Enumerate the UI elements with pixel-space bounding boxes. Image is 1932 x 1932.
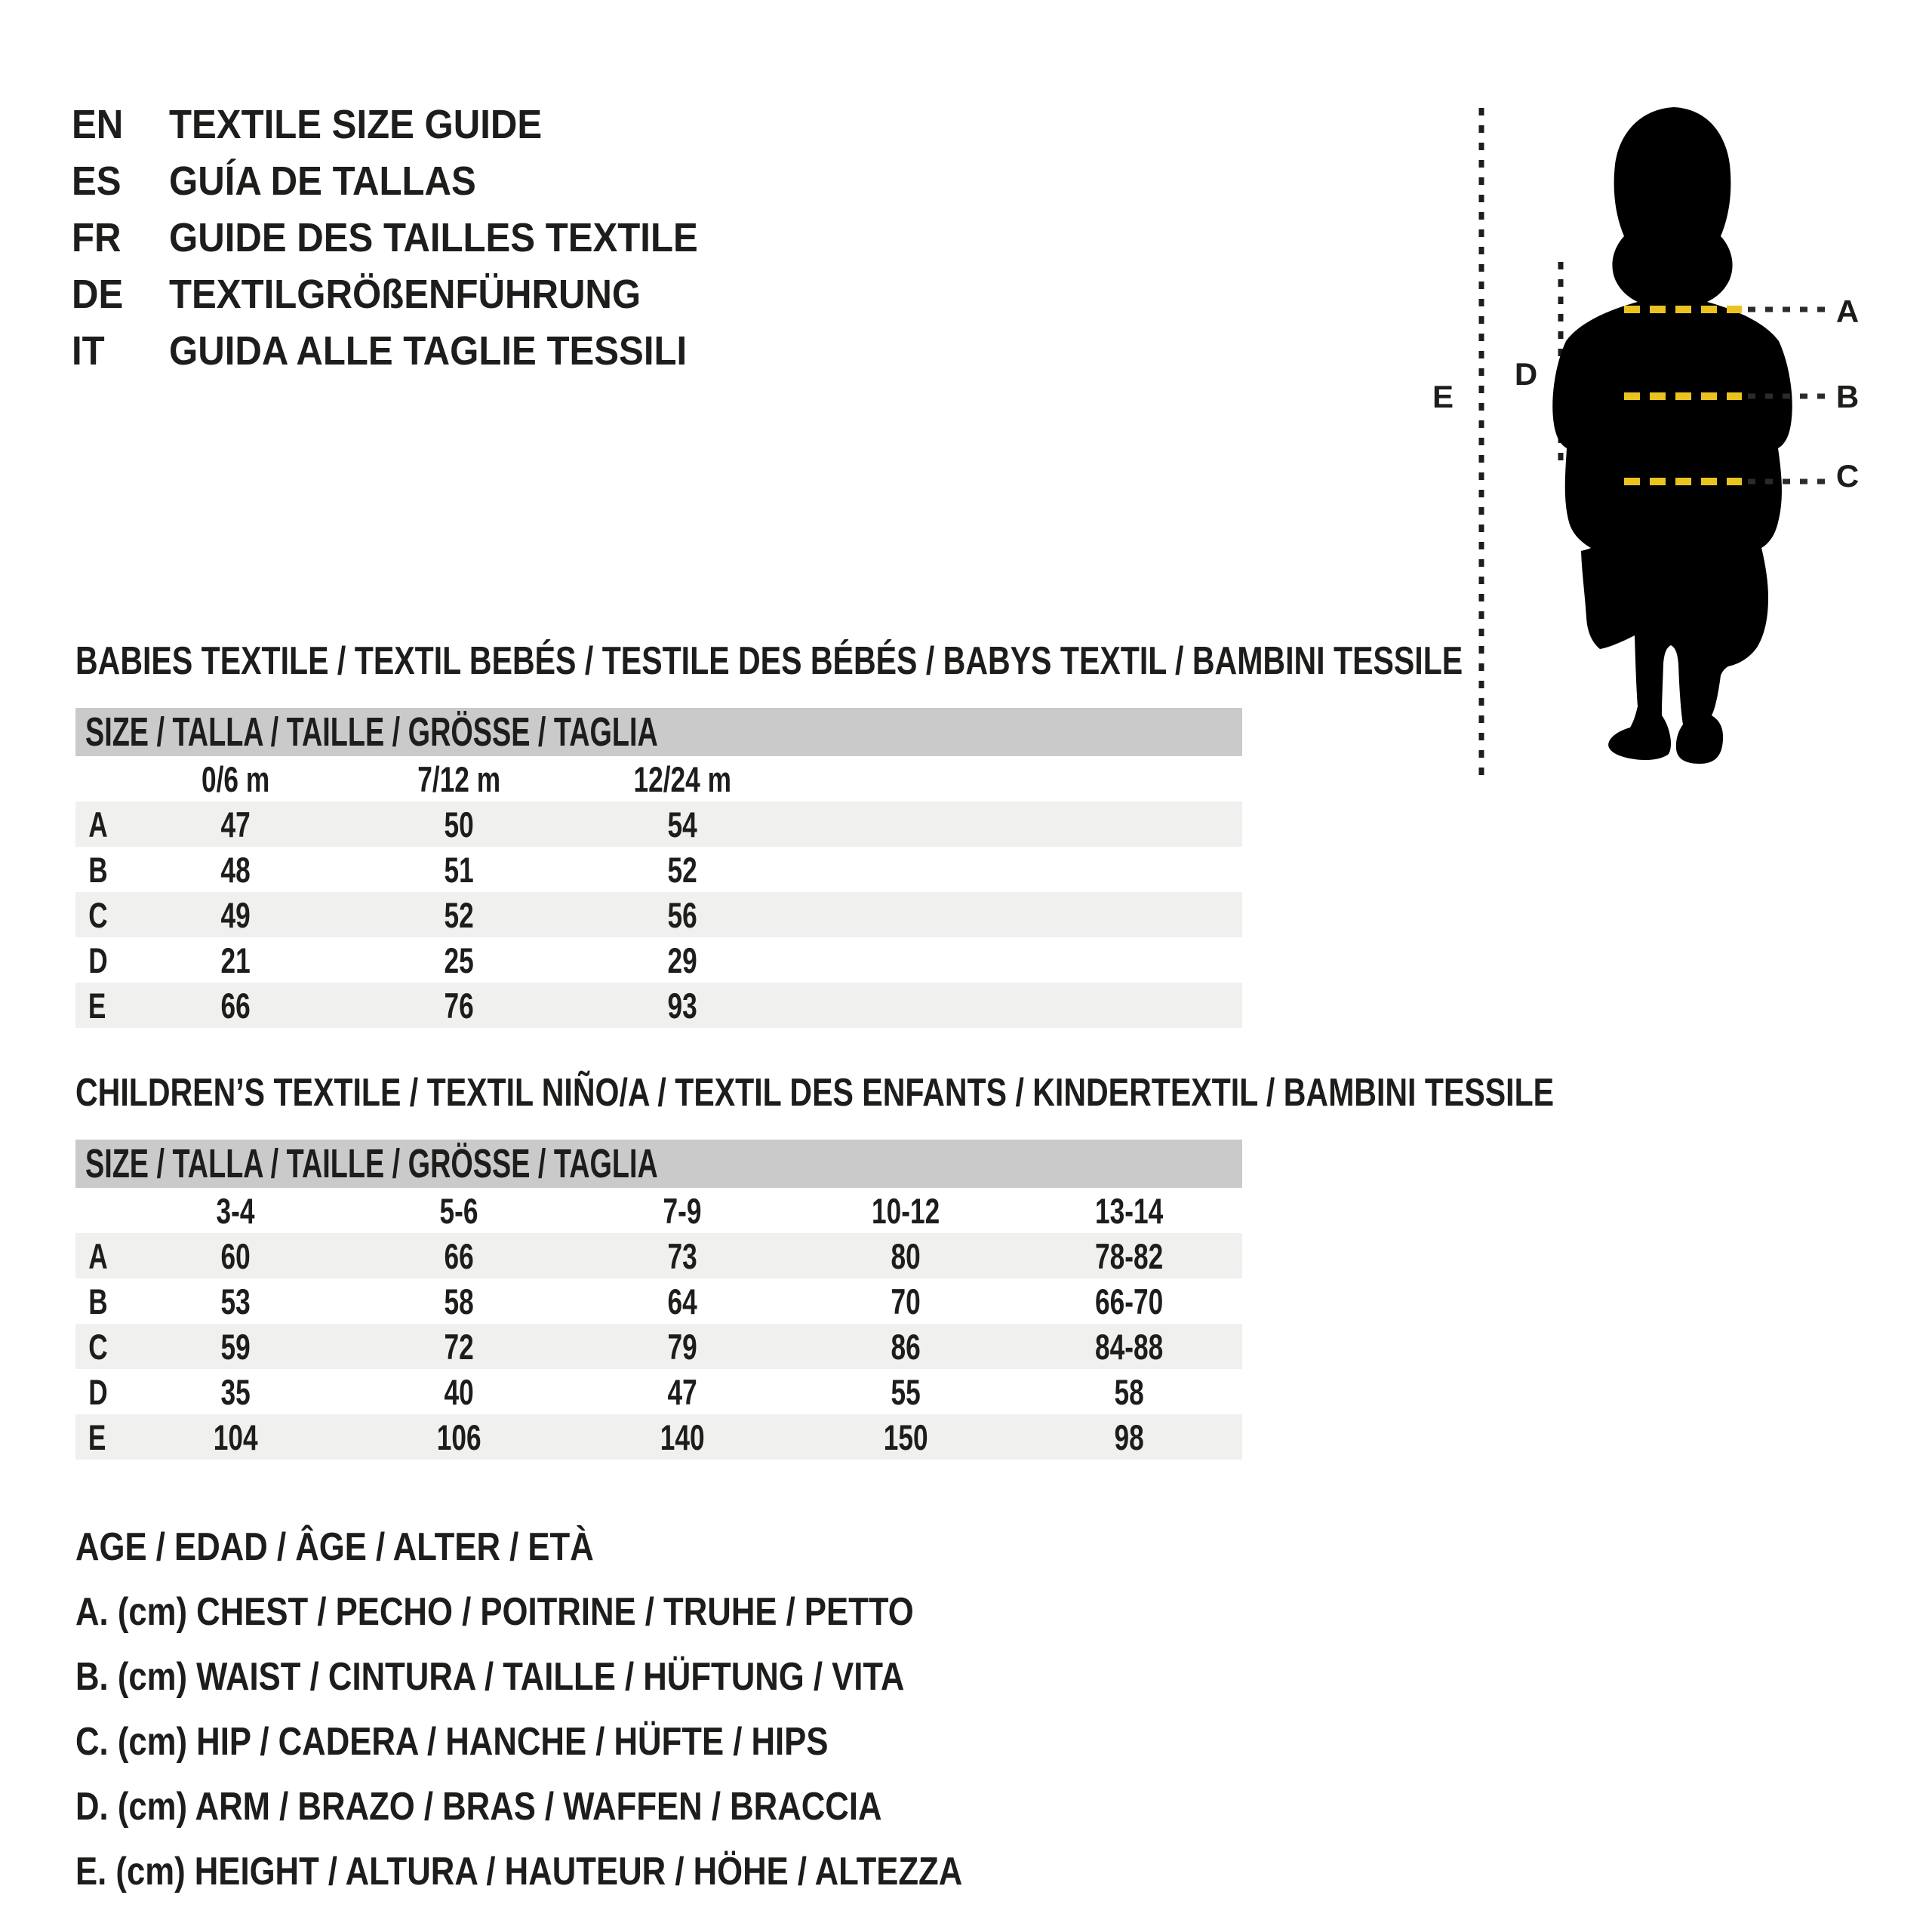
column-header bbox=[1017, 1190, 1241, 1232]
language-code bbox=[72, 101, 169, 148]
row-label-text: A bbox=[88, 804, 108, 844]
size-header-text: SIZE / TALLA / TAILLE / GRÖSSE / TAGLIA bbox=[85, 1141, 658, 1186]
row-label-text: B bbox=[88, 1281, 108, 1321]
column-header bbox=[347, 758, 571, 800]
cell-value: 50 bbox=[444, 804, 474, 844]
row-label bbox=[75, 940, 124, 981]
table-cell bbox=[794, 1281, 1017, 1322]
row-label bbox=[75, 804, 124, 845]
cell-value: 55 bbox=[891, 1371, 921, 1412]
column-header-text: 10-12 bbox=[871, 1190, 940, 1231]
cell-value: 98 bbox=[1114, 1417, 1144, 1457]
table-cell bbox=[124, 1326, 347, 1367]
legend-height-line bbox=[75, 1839, 1131, 1904]
table-cell bbox=[571, 894, 794, 936]
language-row-fr bbox=[72, 209, 750, 266]
cell-value: 56 bbox=[667, 894, 697, 935]
cell-value: 104 bbox=[213, 1417, 258, 1457]
measurement-diagram bbox=[1419, 60, 1932, 815]
row-label-text: D bbox=[88, 940, 108, 980]
legend-chest-text: A. (cm) CHEST / PECHO / POITRINE / TRUHE / PETTO bbox=[75, 1590, 914, 1634]
guide-title-de: TEXTILGRÖßENFÜHRUNG bbox=[169, 271, 641, 317]
row-label bbox=[75, 985, 124, 1026]
cell-value: 79 bbox=[667, 1326, 697, 1367]
babies-section-title-text: BABIES TEXTILE / TEXTIL BEBÉS / TESTILE DES BÉBÉS / BABYS TEXTIL / BAMBINI TESSILE bbox=[75, 639, 1463, 683]
cell-value: 58 bbox=[444, 1281, 474, 1321]
table-cell bbox=[1017, 1417, 1241, 1458]
table-cell bbox=[571, 849, 794, 891]
language-row-de bbox=[72, 266, 750, 322]
table-cell bbox=[794, 1326, 1017, 1367]
cell-value: 80 bbox=[891, 1235, 921, 1276]
cell-value: 78-82 bbox=[1094, 1235, 1164, 1276]
cell-value: 49 bbox=[220, 894, 251, 935]
table-cell bbox=[347, 804, 571, 845]
cell-value: 140 bbox=[660, 1417, 705, 1457]
children-section-title-text: CHILDREN’S TEXTILE / TEXTIL NIÑO/A / TEXTIL DES ENFANTS / KINDERTEXTIL / BAMBINI TESSILE bbox=[75, 1071, 1555, 1115]
row-label-text: D bbox=[88, 1371, 108, 1412]
column-header-text: 12/24 m bbox=[633, 758, 731, 799]
table-cell bbox=[794, 1371, 1017, 1413]
label-a-chest: A bbox=[1835, 294, 1860, 329]
table-cell bbox=[347, 940, 571, 981]
cell-value: 58 bbox=[1114, 1371, 1144, 1412]
row-label bbox=[75, 1326, 124, 1367]
table-cell bbox=[1017, 1235, 1241, 1277]
table-cell bbox=[794, 1417, 1017, 1458]
cell-value: 48 bbox=[220, 849, 251, 890]
table-row bbox=[75, 1414, 1242, 1460]
legend-age-line bbox=[75, 1515, 1131, 1580]
table-cell bbox=[124, 1281, 347, 1322]
language-code bbox=[72, 271, 169, 318]
language-title-list bbox=[72, 96, 750, 379]
babies-size-table bbox=[75, 708, 1242, 1028]
cell-value: 53 bbox=[220, 1281, 251, 1321]
cell-value: 54 bbox=[667, 804, 697, 844]
column-header-text: 13-14 bbox=[1094, 1190, 1164, 1231]
language-code bbox=[72, 158, 169, 205]
cell-value: 66 bbox=[220, 985, 251, 1026]
language-row-es bbox=[72, 152, 750, 209]
cell-value: 66 bbox=[444, 1235, 474, 1276]
cell-value: 86 bbox=[891, 1326, 921, 1367]
table-cell bbox=[124, 940, 347, 981]
column-header-text: 5-6 bbox=[439, 1190, 478, 1231]
babies-size-header-bar bbox=[75, 708, 1242, 756]
table-cell bbox=[124, 1235, 347, 1277]
table-row bbox=[75, 1278, 1242, 1324]
table-cell bbox=[347, 985, 571, 1026]
table-row bbox=[75, 892, 1242, 937]
table-cell bbox=[347, 1281, 571, 1322]
table-row bbox=[75, 937, 1242, 983]
language-row-it bbox=[72, 322, 750, 379]
table-cell bbox=[347, 1235, 571, 1277]
column-header bbox=[571, 1190, 794, 1232]
table-row bbox=[75, 983, 1242, 1028]
column-header bbox=[124, 1190, 347, 1232]
cell-value: 64 bbox=[667, 1281, 697, 1321]
guide-title-es: GUÍA DE TALLAS bbox=[169, 158, 476, 204]
cell-value: 25 bbox=[444, 940, 474, 980]
cell-value: 52 bbox=[444, 894, 474, 935]
row-label-text: B bbox=[88, 849, 108, 890]
guide-title-en: TEXTILE SIZE GUIDE bbox=[169, 101, 543, 147]
column-header-text: 7-9 bbox=[663, 1190, 702, 1231]
column-header-text: 0/6 m bbox=[201, 758, 270, 799]
table-cell bbox=[347, 894, 571, 936]
cell-value: 35 bbox=[220, 1371, 251, 1412]
language-code-text: FR bbox=[72, 214, 122, 260]
table-row bbox=[75, 1324, 1242, 1369]
table-cell bbox=[124, 804, 347, 845]
babies-column-header-row bbox=[75, 756, 1242, 801]
column-header bbox=[124, 758, 347, 800]
guide-title-it: GUIDA ALLE TAGLIE TESSILI bbox=[169, 328, 688, 374]
row-label bbox=[75, 1417, 124, 1458]
legend-waist-text: B. (cm) WAIST / CINTURA / TAILLE / HÜFTUNG / VITA bbox=[75, 1655, 905, 1699]
table-cell bbox=[571, 1371, 794, 1413]
cell-value: 21 bbox=[220, 940, 251, 980]
table-cell bbox=[1017, 1281, 1241, 1322]
cell-value: 66-70 bbox=[1094, 1281, 1164, 1321]
row-label-text: A bbox=[88, 1235, 108, 1276]
babies-section-title bbox=[75, 638, 1832, 684]
language-code bbox=[72, 214, 169, 261]
row-label bbox=[75, 1235, 124, 1277]
row-label-text: C bbox=[88, 1326, 108, 1367]
cell-value: 76 bbox=[444, 985, 474, 1026]
table-cell bbox=[124, 849, 347, 891]
legend-age-text: AGE / EDAD / ÂGE / ALTER / ETÀ bbox=[75, 1525, 594, 1569]
cell-value: 150 bbox=[883, 1417, 928, 1457]
cell-value: 52 bbox=[667, 849, 697, 890]
table-cell bbox=[571, 1235, 794, 1277]
column-header bbox=[347, 1190, 571, 1232]
legend-arm-line bbox=[75, 1774, 1131, 1839]
children-section-title bbox=[75, 1070, 1932, 1115]
children-size-header-bar bbox=[75, 1140, 1242, 1188]
language-row-en bbox=[72, 96, 750, 152]
row-label bbox=[75, 849, 124, 891]
language-code-text: EN bbox=[72, 101, 124, 147]
label-e-height: E bbox=[1432, 379, 1454, 414]
column-header-text: 7/12 m bbox=[417, 758, 500, 799]
cell-value: 47 bbox=[667, 1371, 697, 1412]
size-header-text: SIZE / TALLA / TAILLE / GRÖSSE / TAGLIA bbox=[85, 709, 658, 755]
children-column-header-row bbox=[75, 1188, 1242, 1233]
legend-chest-line bbox=[75, 1580, 1131, 1644]
children-size-table bbox=[75, 1140, 1242, 1460]
cell-value: 106 bbox=[436, 1417, 481, 1457]
cell-value: 47 bbox=[220, 804, 251, 844]
table-cell bbox=[347, 1371, 571, 1413]
table-cell bbox=[347, 1417, 571, 1458]
column-header bbox=[794, 1190, 1017, 1232]
row-label bbox=[75, 894, 124, 936]
table-cell bbox=[124, 894, 347, 936]
language-code-text: ES bbox=[72, 158, 122, 204]
table-cell bbox=[571, 1326, 794, 1367]
cell-value: 51 bbox=[444, 849, 474, 890]
legend-hip-text: C. (cm) HIP / CADERA / HANCHE / HÜFTE / HIPS bbox=[75, 1720, 829, 1764]
table-cell bbox=[571, 940, 794, 981]
label-d-arm: D bbox=[1514, 356, 1538, 392]
cell-value: 60 bbox=[220, 1235, 251, 1276]
measurement-legend bbox=[75, 1515, 1131, 1904]
table-cell bbox=[571, 1281, 794, 1322]
language-code-text: DE bbox=[72, 271, 124, 317]
table-row bbox=[75, 1233, 1242, 1278]
language-code bbox=[72, 328, 169, 374]
cell-value: 73 bbox=[667, 1235, 697, 1276]
legend-hip-line bbox=[75, 1709, 1131, 1774]
cell-value: 72 bbox=[444, 1326, 474, 1367]
table-cell bbox=[571, 985, 794, 1026]
table-cell bbox=[347, 1326, 571, 1367]
column-header-text: 3-4 bbox=[216, 1190, 255, 1231]
table-row bbox=[75, 1369, 1242, 1414]
cell-value: 84-88 bbox=[1094, 1326, 1164, 1367]
table-cell bbox=[347, 849, 571, 891]
guide-title-fr: GUIDE DES TAILLES TEXTILE bbox=[169, 214, 698, 260]
row-label-text: C bbox=[88, 894, 108, 935]
table-cell bbox=[794, 1235, 1017, 1277]
cell-value: 40 bbox=[444, 1371, 474, 1412]
row-label-text: E bbox=[88, 1417, 106, 1457]
row-label bbox=[75, 1371, 124, 1413]
cell-value: 59 bbox=[220, 1326, 251, 1367]
table-cell bbox=[1017, 1326, 1241, 1367]
language-code-text: IT bbox=[72, 328, 105, 374]
table-cell bbox=[124, 1371, 347, 1413]
table-cell bbox=[571, 804, 794, 845]
table-row bbox=[75, 847, 1242, 892]
table-cell bbox=[1017, 1371, 1241, 1413]
legend-arm-text: D. (cm) ARM / BRAZO / BRAS / WAFFEN / BRACCIA bbox=[75, 1785, 882, 1829]
table-cell bbox=[571, 1417, 794, 1458]
table-cell bbox=[124, 1417, 347, 1458]
table-row bbox=[75, 801, 1242, 847]
row-label bbox=[75, 1281, 124, 1322]
legend-waist-line bbox=[75, 1644, 1131, 1709]
legend-height-text: E. (cm) HEIGHT / ALTURA / HAUTEUR / HÖHE / ALTEZZA bbox=[75, 1850, 963, 1894]
cell-value: 93 bbox=[667, 985, 697, 1026]
table-cell bbox=[124, 985, 347, 1026]
column-header bbox=[571, 758, 794, 800]
label-c-hip: C bbox=[1835, 458, 1860, 494]
label-b-waist: B bbox=[1835, 379, 1860, 414]
cell-value: 70 bbox=[891, 1281, 921, 1321]
row-label-text: E bbox=[88, 985, 106, 1026]
cell-value: 29 bbox=[667, 940, 697, 980]
